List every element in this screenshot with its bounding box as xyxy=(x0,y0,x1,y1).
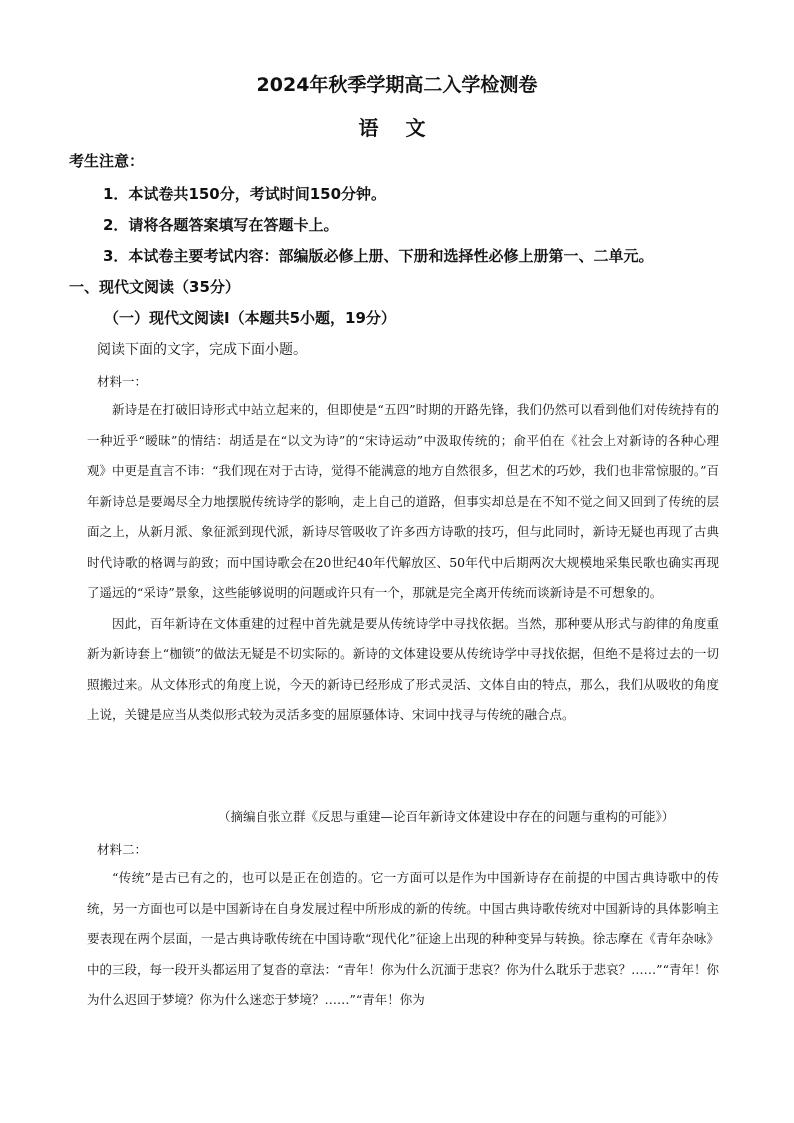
notice-item-1: 1．本试卷共150分，考试时间150分钟。 xyxy=(103,185,387,203)
subject-title: 语 文 xyxy=(358,116,436,140)
material-2-paragraph-1: “传统”是古已有之的，也可以是正在创造的。它一方面可以是作为中国新诗存在前提的中国古典诗歌中的传统，另一方面也可以是中国新诗在自身发展过程中所形成的新的传统。中国古典诗歌传统对中国新诗的具体影响主要表现在两个层面，一是古典诗歌传统在中国诗歌“现代化”征途上出现的种种变异与转换。徐志摩在《青年杂咏》中的三段，每一段开头都运用了复沓的章法：“青年！你为什么沉湎于悲哀？你为什么耽乐于悲哀？……”“青年！你为什么迟回于梦境？你为什么迷恋于梦境？……”“青年！你为 xyxy=(87,870,719,1007)
notice-item-2: 2．请将各题答案填写在答题卡上。 xyxy=(103,216,339,234)
material-1-body xyxy=(87,395,719,731)
material-1-paragraph-2: 因此，百年新诗在文体重建的过程中首先就是要从传统诗学中寻找依据。当然，那种要从形式与韵律的角度重新为新诗套上“枷锁”的做法无疑是不切实际的。新诗的文体建设要从传统诗学中寻找依据，但绝不是将过去的一切照搬过来。从文体形式的角度上说，今天的新诗已经形成了形式灵活、文体自由的特点，那么，我们从吸收的角度上说，关键是应当从类似形式较为灵活多变的屈原骚体诗、宋词中找寻与传统的融合点。 xyxy=(87,615,719,722)
material-2-body xyxy=(87,863,719,1016)
exam-title: 2024年秋季学期高二入学检测卷 xyxy=(256,74,538,96)
subsection-title: （一）现代文阅读Ⅰ（本题共5小题，19分） xyxy=(104,309,396,327)
notice-label: 考生注意： xyxy=(69,152,145,170)
section-title: 一、现代文阅读（35分） xyxy=(69,278,240,296)
material-2-label: 材料二： xyxy=(97,842,148,857)
notice-item-3: 3．本试卷主要考试内容：部编版必修上册、下册和选择性必修上册第一、二单元。 xyxy=(103,247,654,265)
material-1-label: 材料一： xyxy=(97,374,148,389)
material-1-paragraph-1: 新诗是在打破旧诗形式中站立起来的，但即使是“五四”时期的开路先锋，我们仍然可以看到他们对传统持有的一种近乎“暧昧”的情结：胡适是在“以文为诗”的“宋诗运动”中汲取传统的；俞平伯在《社会上对新诗的各种心理观》中更是直言不讳：“我们现在对于古诗，觉得不能满意的地方自然很多，但艺术的巧妙，我们也非常惊服的。”百年新诗总是要竭尽全力地摆脱传统诗学的影响，走上自己的道路，但事实却总是在不知不觉之间又回到了传统的层面之上，从新月派、象征派到现代派，新诗尽管吸收了许多西方诗歌的技巧，但与此同时，新诗无疑也再现了古典时代诗歌的格调与韵致；而中国诗歌会在20世纪40年代解放区、50年代中后期两次大规模地采集民歌也确实再现了遥远的“采诗”景象，这些能够说明的问题或许只有一个，那就是完全离开传统而谈新诗是不可想象的。 xyxy=(87,402,719,600)
reading-instruction: 阅读下面的文字，完成下面小题。 xyxy=(97,342,307,358)
material-1-source: （摘编自张立群《反思与重建—论百年新诗文体建设中存在的问题与重构的可能》） xyxy=(218,809,675,824)
